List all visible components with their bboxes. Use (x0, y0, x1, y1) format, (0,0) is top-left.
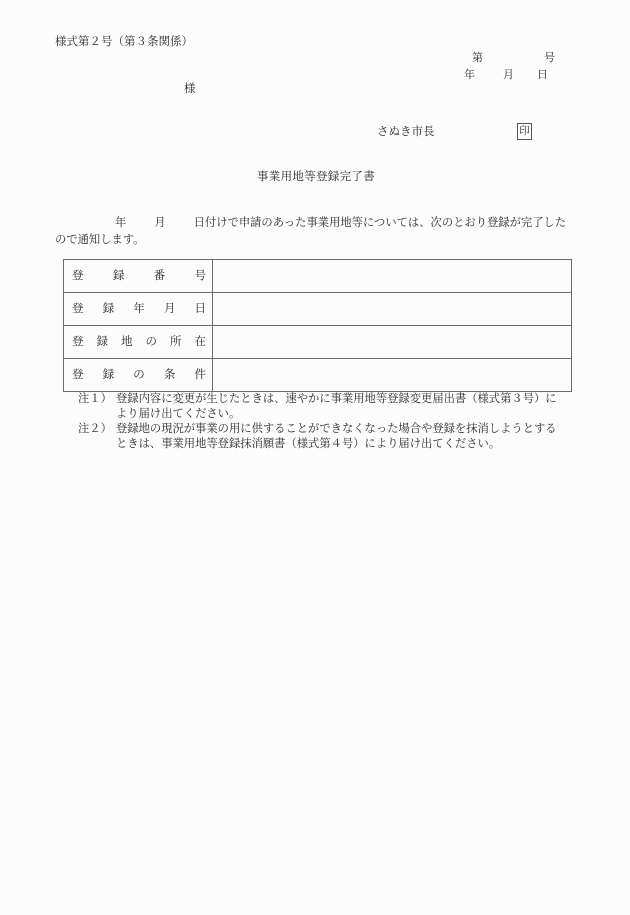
table-row (64, 293, 572, 326)
note-line: 登録地の現況が事業の用に供することができなくなった場合や登録を抹消しようとする (116, 422, 557, 435)
note-line: より届け出てください。 (116, 407, 241, 420)
note-item (78, 421, 557, 451)
label-char: の (145, 334, 157, 349)
body-text-line-1: 日付けで申請のあった事業用地等については、次のとおり登録が完了した (193, 216, 567, 229)
table-row (64, 326, 572, 359)
label-char: 登 (72, 334, 84, 349)
label-char: 所 (170, 334, 182, 349)
label-char: 登 (72, 268, 84, 283)
row-value-field[interactable] (213, 326, 572, 359)
body-month-label: 月 (154, 216, 166, 229)
date-year-label: 年 (464, 68, 475, 81)
label-char: 年 (133, 301, 145, 316)
label-char: 件 (194, 367, 206, 382)
label-char: 録 (96, 334, 108, 349)
date-month-label: 月 (503, 68, 514, 81)
notes-section (78, 391, 557, 451)
notification-body (55, 214, 580, 248)
table-row (64, 359, 572, 392)
issuer-name: さぬき市長 (377, 124, 435, 138)
table-row (64, 260, 572, 293)
date-day-label: 日 (537, 68, 548, 81)
registration-table (63, 259, 572, 392)
row-value-field[interactable] (213, 359, 572, 392)
note-text (116, 391, 557, 421)
label-char: 号 (194, 268, 206, 283)
number-prefix: 第 (472, 51, 483, 64)
seal-stamp-icon: 印 (517, 123, 532, 140)
label-char: 録 (102, 367, 115, 382)
addressee-honorific: 様 (184, 81, 196, 95)
note-item (78, 391, 557, 421)
label-char: の (133, 367, 145, 382)
row-value-field[interactable] (213, 293, 572, 326)
row-label (64, 293, 213, 326)
row-label (64, 359, 213, 392)
note-mark: 注１） (78, 392, 112, 405)
row-label (64, 260, 213, 293)
row-value-field[interactable] (213, 260, 572, 293)
label-char: 番 (153, 268, 166, 283)
form-number-label: 様式第２号（第３条関係） (55, 34, 193, 48)
label-char: 条 (163, 367, 176, 382)
document-title: 事業用地等登録完了書 (257, 169, 375, 183)
label-char: 登 (72, 367, 84, 382)
body-year-label: 年 (115, 216, 127, 229)
note-text (116, 421, 557, 451)
note-line: ときは、事業用地等登録抹消願書（様式第４号）により届け出てください。 (116, 437, 501, 450)
label-char: 在 (194, 334, 206, 349)
note-line: 登録内容に変更が生じたときは、速やかに事業用地等登録変更届出書（様式第３号）に (116, 392, 557, 405)
label-char: 録 (102, 301, 115, 316)
note-mark: 注２） (78, 422, 112, 435)
label-char: 地 (121, 334, 133, 349)
label-char: 日 (194, 301, 206, 316)
body-text-line-2: ので通知します。 (55, 233, 145, 246)
label-char: 登 (72, 301, 84, 316)
number-suffix: 号 (544, 51, 555, 64)
label-char: 録 (112, 268, 125, 283)
row-label (64, 326, 213, 359)
label-char: 月 (163, 301, 176, 316)
